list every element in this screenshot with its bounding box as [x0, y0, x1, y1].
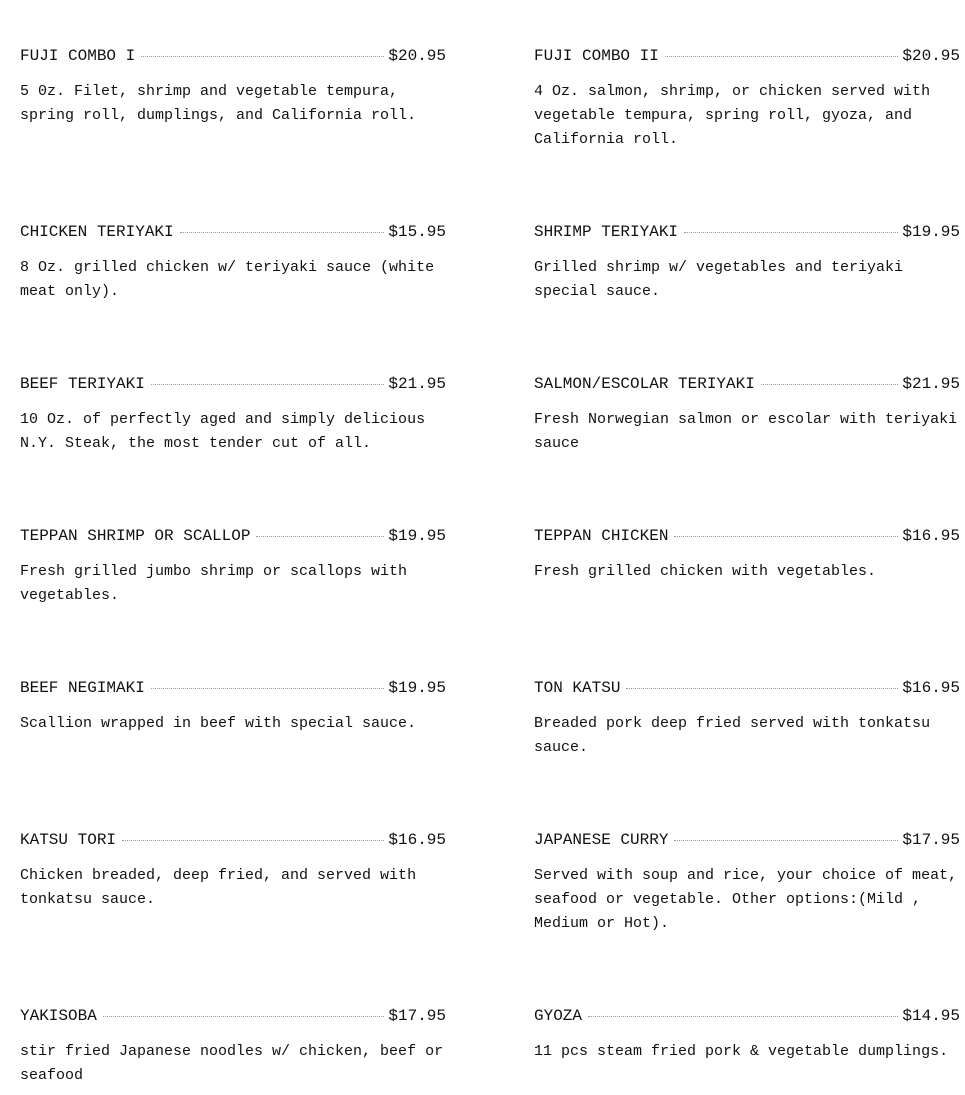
menu-item-description: Grilled shrimp w/ vegetables and teriyaki special sauce. [534, 259, 904, 300]
menu-item-price: $17.95 [388, 1007, 446, 1025]
dot-leader [122, 838, 384, 841]
menu-item-description: Fresh grilled jumbo shrimp or scallops with vegetables. [20, 563, 408, 604]
menu-item-name: CHICKEN TERIYAKI [20, 223, 174, 241]
menu-item-ton-katsu [534, 677, 960, 760]
menu-item-header [534, 221, 960, 243]
menu-item-fuji-combo-1 [20, 45, 446, 128]
menu-item-beef-negimaki [20, 677, 446, 736]
menu-item-price: $19.95 [388, 679, 446, 697]
menu-item-chicken-teriyaki [20, 221, 446, 304]
menu-item-description: stir fried Japanese noodles w/ chicken, beef or seafood [20, 1043, 444, 1084]
menu-item-name: FUJI COMBO I [20, 47, 136, 65]
menu-item-header [20, 1005, 446, 1027]
dot-leader [674, 534, 898, 537]
dot-leader [674, 838, 898, 841]
menu-item-price: $16.95 [388, 831, 446, 849]
dot-leader [151, 382, 385, 385]
dot-leader [151, 686, 385, 689]
menu-item-price: $20.95 [902, 47, 960, 65]
menu-item-name: TEPPAN SHRIMP OR SCALLOP [20, 527, 251, 545]
menu-item-teppan-shrimp-or-scallop [20, 525, 446, 608]
menu-item-header [20, 45, 446, 67]
menu-item-description: 8 Oz. grilled chicken w/ teriyaki sauce (white meat only). [20, 259, 435, 300]
menu-item-description: Served with soup and rice, your choice of meat, seafood or vegetable. Other options:(Mild , Medium or Hot). [534, 867, 958, 932]
menu-item-description: Scallion wrapped in beef with special sauce. [20, 715, 417, 732]
menu-item-description: Breaded pork deep fried served with tonkatsu sauce. [534, 715, 931, 756]
menu-item-yakisoba [20, 1005, 446, 1088]
menu-item-name: BEEF NEGIMAKI [20, 679, 145, 697]
menu-item-description: Fresh Norwegian salmon or escolar with teriyaki sauce [534, 411, 958, 452]
menu-item-header [534, 1005, 960, 1027]
menu-item-header [534, 373, 960, 395]
menu-item-salmon-escolar-teriyaki [534, 373, 960, 456]
dot-leader [684, 230, 898, 233]
menu-item-header [534, 45, 960, 67]
menu-item-header [20, 829, 446, 851]
menu-item-price: $21.95 [902, 375, 960, 393]
menu-item-name: TON KATSU [534, 679, 621, 697]
menu-item-katsu-tori [20, 829, 446, 912]
menu-item-header [534, 829, 960, 851]
menu-item-name: KATSU TORI [20, 831, 117, 849]
dot-leader [141, 54, 384, 57]
menu-item-description: 5 0z. Filet, shrimp and vegetable tempura, spring roll, dumplings, and California roll. [20, 83, 417, 124]
menu-item-name: YAKISOBA [20, 1007, 97, 1025]
dot-leader [761, 382, 899, 385]
dot-leader [665, 54, 899, 57]
menu-item-name: SALMON/ESCOLAR TERIYAKI [534, 375, 755, 393]
menu-item-header [20, 677, 446, 699]
menu-item-description: 10 Oz. of perfectly aged and simply delicious N.Y. Steak, the most tender cut of all. [20, 411, 426, 452]
menu-item-header [20, 525, 446, 547]
dot-leader [588, 1014, 898, 1017]
menu-item-price: $14.95 [902, 1007, 960, 1025]
menu-item-beef-teriyaki [20, 373, 446, 456]
menu-item-name: SHRIMP TERIYAKI [534, 223, 679, 241]
menu-item-price: $20.95 [388, 47, 446, 65]
menu-item-header [20, 373, 446, 395]
menu-item-price: $19.95 [388, 527, 446, 545]
menu-item-header [20, 221, 446, 243]
dot-leader [626, 686, 898, 689]
menu-item-shrimp-teriyaki [534, 221, 960, 304]
menu-item-name: TEPPAN CHICKEN [534, 527, 669, 545]
menu-item-header [534, 525, 960, 547]
menu-item-japanese-curry [534, 829, 960, 936]
menu-item-description: Fresh grilled chicken with vegetables. [534, 563, 877, 580]
menu-item-description: 4 Oz. salmon, shrimp, or chicken served with vegetable tempura, spring roll, gyoza, and California roll. [534, 83, 931, 148]
menu-item-description: 11 pcs steam fried pork & vegetable dumplings. [534, 1043, 949, 1060]
menu-item-price: $16.95 [902, 679, 960, 697]
menu-item-price: $17.95 [902, 831, 960, 849]
menu-item-description: Chicken breaded, deep fried, and served with tonkatsu sauce. [20, 867, 417, 908]
menu-item-name: BEEF TERIYAKI [20, 375, 145, 393]
dot-leader [180, 230, 385, 233]
menu-item-teppan-chicken [534, 525, 960, 584]
menu-item-name: JAPANESE CURRY [534, 831, 669, 849]
menu-item-fuji-combo-2 [534, 45, 960, 152]
dot-leader [256, 534, 384, 537]
menu-item-gyoza [534, 1005, 960, 1064]
menu-item-price: $16.95 [902, 527, 960, 545]
menu-item-name: GYOZA [534, 1007, 583, 1025]
menu-item-price: $21.95 [388, 375, 446, 393]
menu-item-header [534, 677, 960, 699]
menu-item-price: $19.95 [902, 223, 960, 241]
dot-leader [103, 1014, 385, 1017]
menu-item-price: $15.95 [388, 223, 446, 241]
menu-item-name: FUJI COMBO II [534, 47, 659, 65]
